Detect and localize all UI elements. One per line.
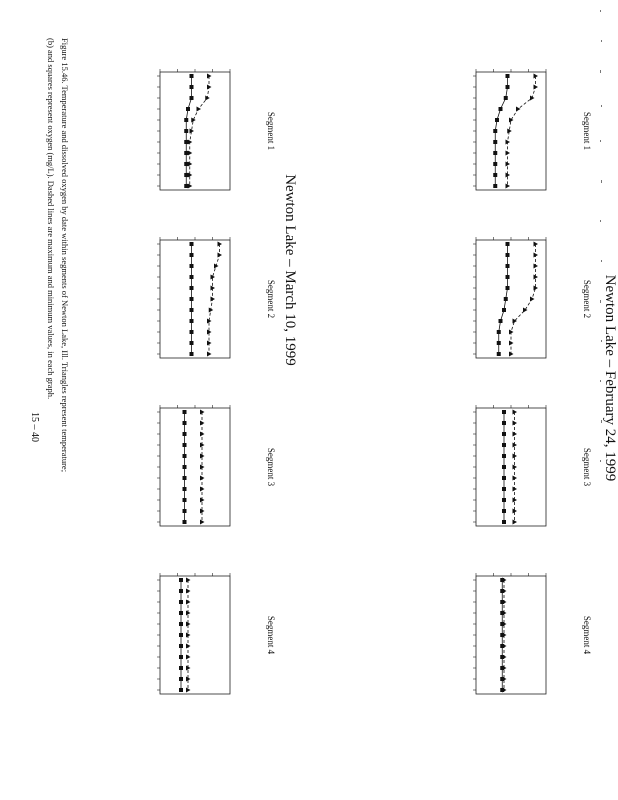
temperature-point — [513, 520, 518, 525]
oxygen-point — [190, 286, 194, 290]
oxygen-point — [179, 644, 183, 648]
oxygen-point — [183, 421, 187, 425]
temperature-point — [186, 688, 191, 693]
oxygen-point — [190, 253, 194, 257]
oxygen-point — [190, 85, 194, 89]
temperature-point — [506, 151, 511, 156]
oxygen-point — [500, 666, 504, 670]
oxygen-point — [493, 184, 497, 188]
chart-panel — [157, 237, 276, 358]
oxygen-point — [497, 352, 501, 356]
oxygen-point — [499, 319, 503, 323]
chart-panel — [157, 573, 276, 694]
scan-edge-marks — [596, 0, 606, 480]
oxygen-point — [190, 297, 194, 301]
oxygen-point — [184, 151, 188, 155]
plot-frame — [476, 408, 546, 526]
temperature-point — [534, 85, 539, 90]
oxygen-point — [502, 520, 506, 524]
oxygen-point — [184, 184, 188, 188]
figure-caption-line2: (b) and squares represent oxygen (mg/L). Dashed lines are maximum and minimum values, in each graph. — [46, 38, 56, 400]
oxygen-point — [500, 644, 504, 648]
oxygen-point — [502, 498, 506, 502]
temperature-point — [207, 352, 212, 357]
oxygen-point — [500, 655, 504, 659]
temperature-point — [509, 118, 514, 123]
chart-title: Segment 1 — [582, 111, 592, 151]
oxygen-point — [183, 476, 187, 480]
chart-panel — [473, 69, 592, 190]
temperature-point — [523, 308, 528, 313]
oxygen-point — [500, 677, 504, 681]
temperature-point — [218, 253, 223, 258]
oxygen-point — [504, 297, 508, 301]
temperature-point — [200, 520, 205, 525]
oxygen-point — [190, 308, 194, 312]
oxygen-point — [493, 129, 497, 133]
oxygen-point — [179, 622, 183, 626]
oxygen-point — [190, 341, 194, 345]
chart-panel — [157, 69, 276, 190]
oxygen-point — [502, 454, 506, 458]
oxygen-point — [183, 509, 187, 513]
oxygen-point — [502, 509, 506, 513]
oxygen-point — [190, 319, 194, 323]
oxygen-point — [500, 611, 504, 615]
oxygen-point — [179, 589, 183, 593]
chart-title: Segment 4 — [582, 615, 592, 655]
oxygen-point — [190, 275, 194, 279]
chart-panel — [473, 573, 592, 694]
oxygen-point — [183, 454, 187, 458]
oxygen-point — [184, 129, 188, 133]
oxygen-point — [499, 107, 503, 111]
oxygen-point — [506, 275, 510, 279]
oxygen-point — [500, 600, 504, 604]
oxygen-point — [179, 666, 183, 670]
oxygen-point — [502, 465, 506, 469]
oxygen-point — [500, 578, 504, 582]
oxygen-point — [186, 107, 190, 111]
chart-title: Segment 4 — [266, 615, 276, 655]
oxygen-point — [179, 578, 183, 582]
figure-caption-line1: Figure 15.46. Temperature and dissolved oxygen by date within segments of Newton Lake, Ill. Triangles represent temperature; — [60, 38, 70, 473]
plot-frame — [160, 72, 230, 190]
temperature-point — [197, 107, 202, 112]
oxygen-point — [506, 286, 510, 290]
oxygen-point — [183, 487, 187, 491]
chart-panel — [157, 405, 276, 526]
oxygen-point — [184, 118, 188, 122]
plot-frame — [476, 240, 546, 358]
oxygen-point — [190, 264, 194, 268]
oxygen-point — [497, 330, 501, 334]
oxygen-point — [495, 118, 499, 122]
temperature-point — [191, 118, 196, 123]
chart-panel — [473, 405, 592, 526]
plot-frame — [160, 408, 230, 526]
oxygen-point — [502, 308, 506, 312]
temperature-point — [509, 341, 514, 346]
plot-frame — [160, 576, 230, 694]
chart-grid — [157, 69, 592, 694]
oxygen-point — [497, 341, 501, 345]
oxygen-point — [184, 162, 188, 166]
oxygen-point — [179, 600, 183, 604]
oxygen-point — [183, 432, 187, 436]
oxygen-point — [506, 74, 510, 78]
oxygen-point — [504, 96, 508, 100]
oxygen-point — [184, 173, 188, 177]
oxygen-point — [190, 74, 194, 78]
oxygen-point — [506, 85, 510, 89]
oxygen-point — [190, 352, 194, 356]
oxygen-point — [500, 622, 504, 626]
chart-title: Segment 3 — [266, 447, 276, 487]
plot-frame — [476, 576, 546, 694]
oxygen-point — [502, 443, 506, 447]
oxygen-point — [190, 330, 194, 334]
plot-frame — [160, 240, 230, 358]
chart-title: Segment 2 — [266, 279, 276, 319]
oxygen-point — [183, 520, 187, 524]
chart-panel — [473, 237, 592, 358]
oxygen-point — [179, 611, 183, 615]
oxygen-point — [493, 162, 497, 166]
oxygen-point — [183, 410, 187, 414]
header-february: Newton Lake – February 24, 1999 — [602, 274, 618, 482]
oxygen-point — [493, 140, 497, 144]
oxygen-point — [502, 432, 506, 436]
oxygen-point — [184, 140, 188, 144]
chart-title: Segment 3 — [582, 447, 592, 487]
temperature-point — [188, 151, 193, 156]
oxygen-point — [493, 151, 497, 155]
oxygen-point — [179, 633, 183, 637]
temperature-point — [211, 297, 216, 302]
oxygen-point — [502, 410, 506, 414]
oxygen-point — [500, 688, 504, 692]
oxygen-point — [190, 242, 194, 246]
temperature-point — [530, 297, 535, 302]
oxygen-point — [502, 476, 506, 480]
oxygen-point — [183, 443, 187, 447]
oxygen-point — [179, 688, 183, 692]
oxygen-point — [183, 498, 187, 502]
oxygen-point — [500, 589, 504, 593]
oxygen-point — [506, 264, 510, 268]
oxygen-point — [183, 465, 187, 469]
oxygen-point — [190, 96, 194, 100]
oxygen-point — [506, 242, 510, 246]
oxygen-point — [500, 633, 504, 637]
oxygen-point — [502, 487, 506, 491]
oxygen-point — [179, 677, 183, 681]
oxygen-point — [179, 655, 183, 659]
header-march: Newton Lake – March 10, 1999 — [282, 174, 298, 366]
oxygen-point — [502, 421, 506, 425]
oxygen-point — [493, 173, 497, 177]
chart-title: Segment 2 — [582, 279, 592, 319]
page-number: 15 – 40 — [29, 412, 40, 442]
temperature-point — [207, 85, 212, 90]
oxygen-point — [506, 253, 510, 257]
chart-title: Segment 1 — [266, 111, 276, 151]
